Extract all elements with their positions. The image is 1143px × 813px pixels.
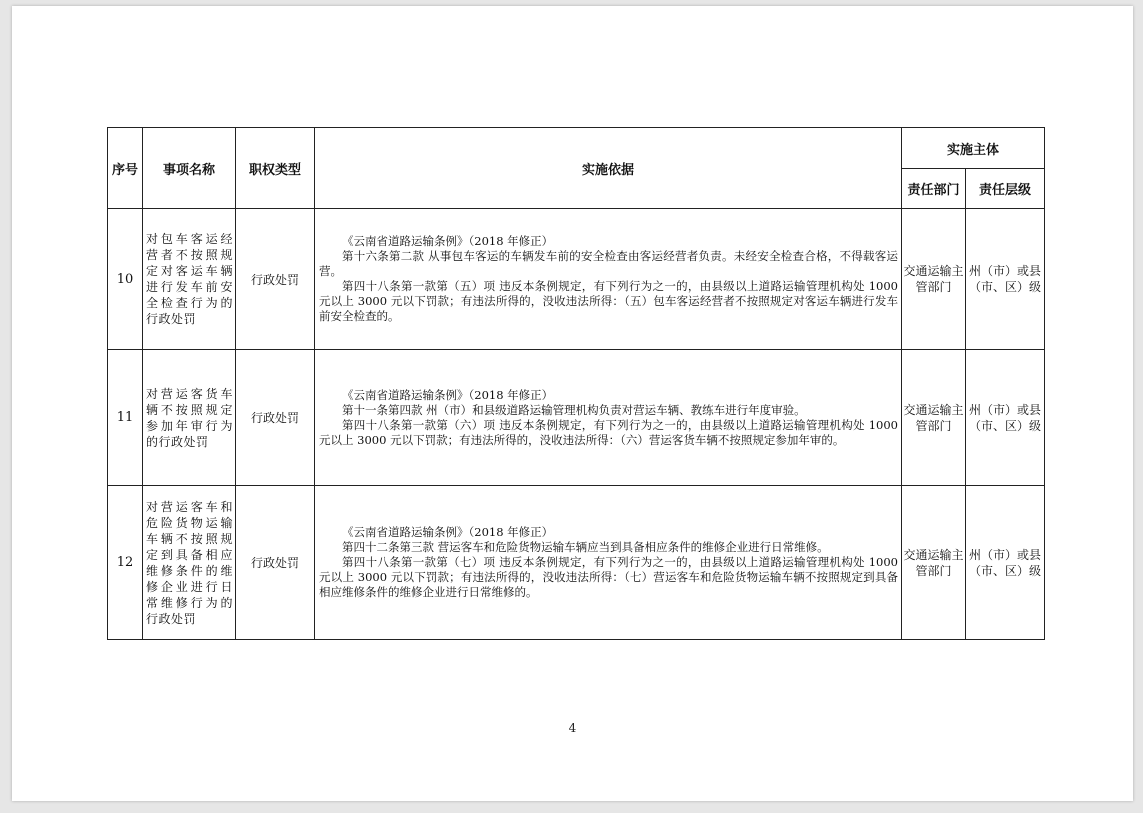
basis-paragraph: 第四十八条第一款第（七）项 违反本条例规定，有下列行为之一的，由县级以上道路运输管理机构处 1000 元以上 3000 元以下罚款；有违法所得的，没收违法所得：（七）营运客车和危险货物运输车辆不按照规定到具备相应维修条件的维修企业进行日常维修的。 [319, 555, 898, 599]
row-type: 行政处罚 [236, 350, 315, 486]
row-dept: 交通运输主管部门 [902, 486, 966, 640]
table-row [108, 209, 1045, 350]
basis-paragraph: 第十一条第四款 州（市）和县级道路运输管理机构负责对营运车辆、教练车进行年度审验。 [342, 402, 806, 417]
row-level: 州（市）或县（市、区）级 [966, 209, 1045, 350]
row-level: 州（市）或县（市、区）级 [966, 486, 1045, 640]
header-seq: 序号 [108, 128, 143, 209]
header-level: 责任层级 [966, 169, 1045, 209]
header-subject: 实施主体 [902, 128, 1045, 169]
basis-paragraph: 第四十八条第一款第（六）项 违反本条例规定，有下列行为之一的，由县级以上道路运输管理机构处 1000 元以上 3000 元以下罚款；有违法所得的，没收违法所得：（六）营运客货车辆不按照规定参加年审的。 [319, 417, 898, 447]
row-basis [315, 209, 902, 350]
row-seq: 11 [108, 350, 143, 486]
row-level: 州（市）或县（市、区）级 [966, 350, 1045, 486]
enforcement-items-table [107, 127, 1045, 640]
header-name: 事项名称 [143, 128, 236, 209]
basis-paragraph: 第四十二条第三款 营运客车和危险货物运输车辆应当到具备相应条件的维修企业进行日常维修。 [342, 540, 829, 554]
header-type: 职权类型 [236, 128, 315, 209]
basis-paragraph: 《云南省道路运输条例》（2018 年修正） [342, 525, 554, 539]
row-name: 对包车客运经营者不按照规定对客运车辆进行发车前安全检查行为的行政处罚 [143, 209, 236, 350]
document-page [12, 6, 1133, 801]
row-basis [315, 350, 902, 486]
row-name: 对营运客车和危险货物运输车辆不按照规定到具备相应维修条件的维修企业进行日常维修行为的行政处罚 [143, 486, 236, 640]
row-basis [315, 486, 902, 640]
table-row [108, 350, 1045, 486]
row-dept: 交通运输主管部门 [902, 350, 966, 486]
table-row [108, 486, 1045, 640]
row-dept: 交通运输主管部门 [902, 209, 966, 350]
row-type: 行政处罚 [236, 486, 315, 640]
row-seq: 12 [108, 486, 143, 640]
row-seq: 10 [108, 209, 143, 350]
basis-paragraph: 第四十八条第一款第（五）项 违反本条例规定，有下列行为之一的，由县级以上道路运输管理机构处 1000 元以上 3000 元以下罚款；有违法所得的，没收违法所得：（五）包车客运经营者不按照规定对客运车辆进行发车前安全检查的。 [319, 279, 898, 323]
basis-paragraph: 《云南省道路运输条例》（2018 年修正） [342, 234, 554, 248]
page-number: 4 [568, 721, 577, 735]
header-dept: 责任部门 [902, 169, 966, 209]
basis-paragraph: 《云南省道路运输条例》（2018 年修正） [342, 387, 554, 402]
row-type: 行政处罚 [236, 209, 315, 350]
header-basis: 实施依据 [315, 128, 902, 209]
basis-paragraph: 第十六条第二款 从事包车客运的车辆发车前的安全检查由客运经营者负责。未经安全检查合格，不得载客运营。 [319, 249, 898, 278]
row-name: 对营运客货车辆不按照规定参加年审行为的行政处罚 [143, 350, 236, 486]
